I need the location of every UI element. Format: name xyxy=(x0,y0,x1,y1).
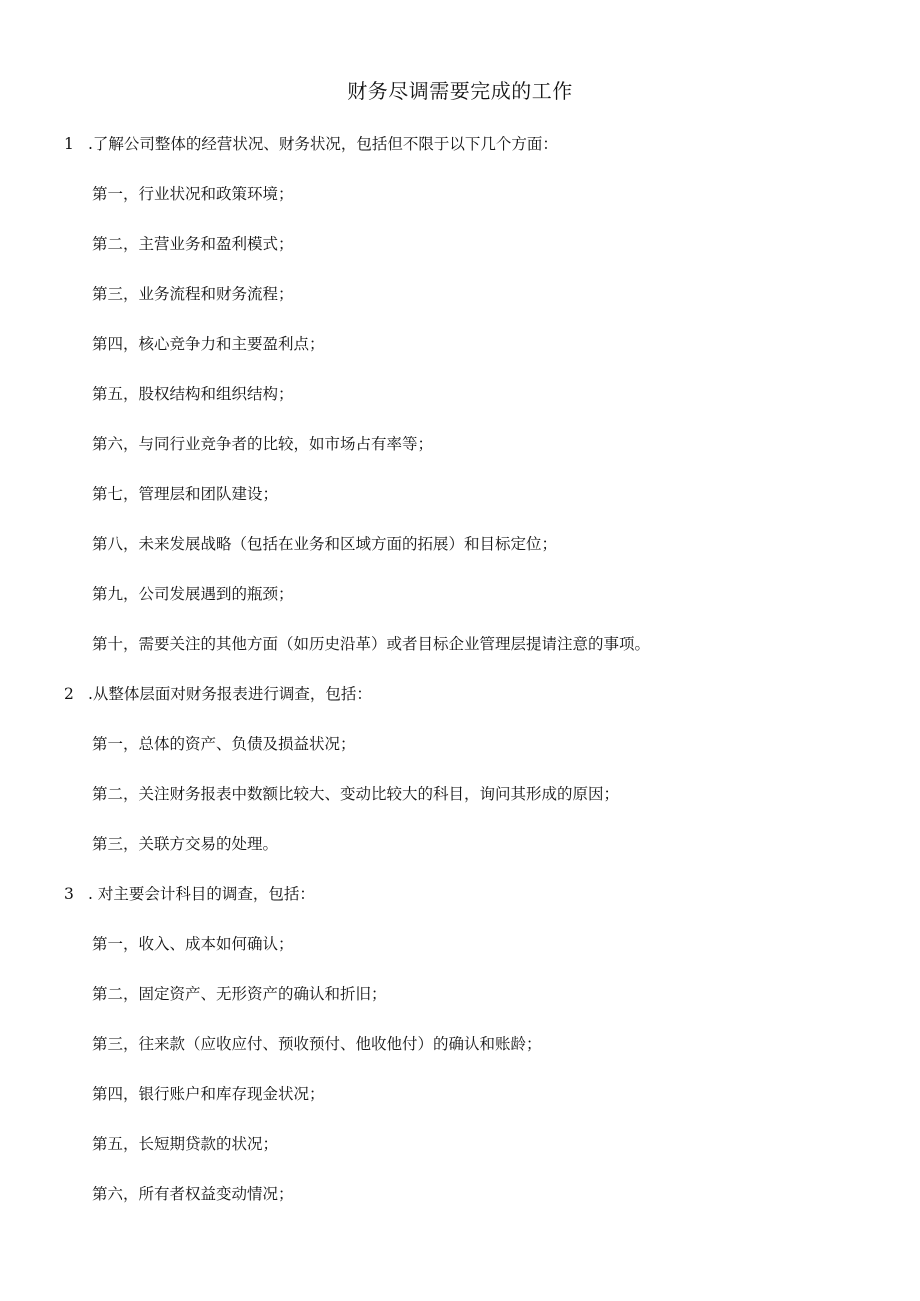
list-item: 第六，与同行业竞争者的比较，如市场占有率等； xyxy=(92,435,434,453)
section-heading xyxy=(64,682,372,706)
list-item: 第三，往来款（应收应付、预收预付、他收他付）的确认和账龄； xyxy=(92,1035,542,1053)
section-heading xyxy=(64,882,315,906)
section-number: 1 xyxy=(64,135,74,153)
list-item: 第二，主营业务和盈利模式； xyxy=(92,235,294,253)
list-item: 第二，关注财务报表中数额比较大、变动比较大的科目，询问其形成的原因； xyxy=(92,785,620,803)
list-item: 第九，公司发展遇到的瓶颈； xyxy=(92,585,294,603)
list-item: 第五，长短期贷款的状况； xyxy=(92,1135,279,1153)
section-number: 3 xyxy=(64,885,74,903)
section-number: 2 xyxy=(64,685,74,703)
list-item: 第二，固定资产、无形资产的确认和折旧； xyxy=(92,985,387,1003)
list-item: 第一，总体的资产、负债及损益状况； xyxy=(92,735,356,753)
section-heading xyxy=(64,132,558,156)
list-item: 第六，所有者权益变动情况； xyxy=(92,1185,294,1203)
list-item: 第一，行业状况和政策环境； xyxy=(92,185,294,203)
section-heading-text: .了解公司整体的经营状况、财务状况，包括但不限于以下几个方面： xyxy=(88,135,558,153)
list-item: 第七，管理层和团队建设； xyxy=(92,485,279,503)
list-item: 第三，关联方交易的处理。 xyxy=(92,835,279,853)
list-item: 第十，需要关注的其他方面（如历史沿革）或者目标企业管理层提请注意的事项。 xyxy=(92,635,651,653)
list-item: 第四，银行账户和库存现金状况； xyxy=(92,1085,325,1103)
page-title: 财务尽调需要完成的工作 xyxy=(347,79,573,103)
list-item: 第一，收入、成本如何确认； xyxy=(92,935,294,953)
section-heading-text: . 对主要会计科目的调查，包括： xyxy=(88,885,315,903)
list-item: 第三，业务流程和财务流程； xyxy=(92,285,294,303)
list-item: 第八，未来发展战略（包括在业务和区域方面的拓展）和目标定位； xyxy=(92,535,558,553)
list-item: 第四，核心竞争力和主要盈利点； xyxy=(92,335,325,353)
section-heading-text: .从整体层面对财务报表进行调查，包括： xyxy=(88,685,372,703)
list-item: 第五，股权结构和组织结构； xyxy=(92,385,294,403)
